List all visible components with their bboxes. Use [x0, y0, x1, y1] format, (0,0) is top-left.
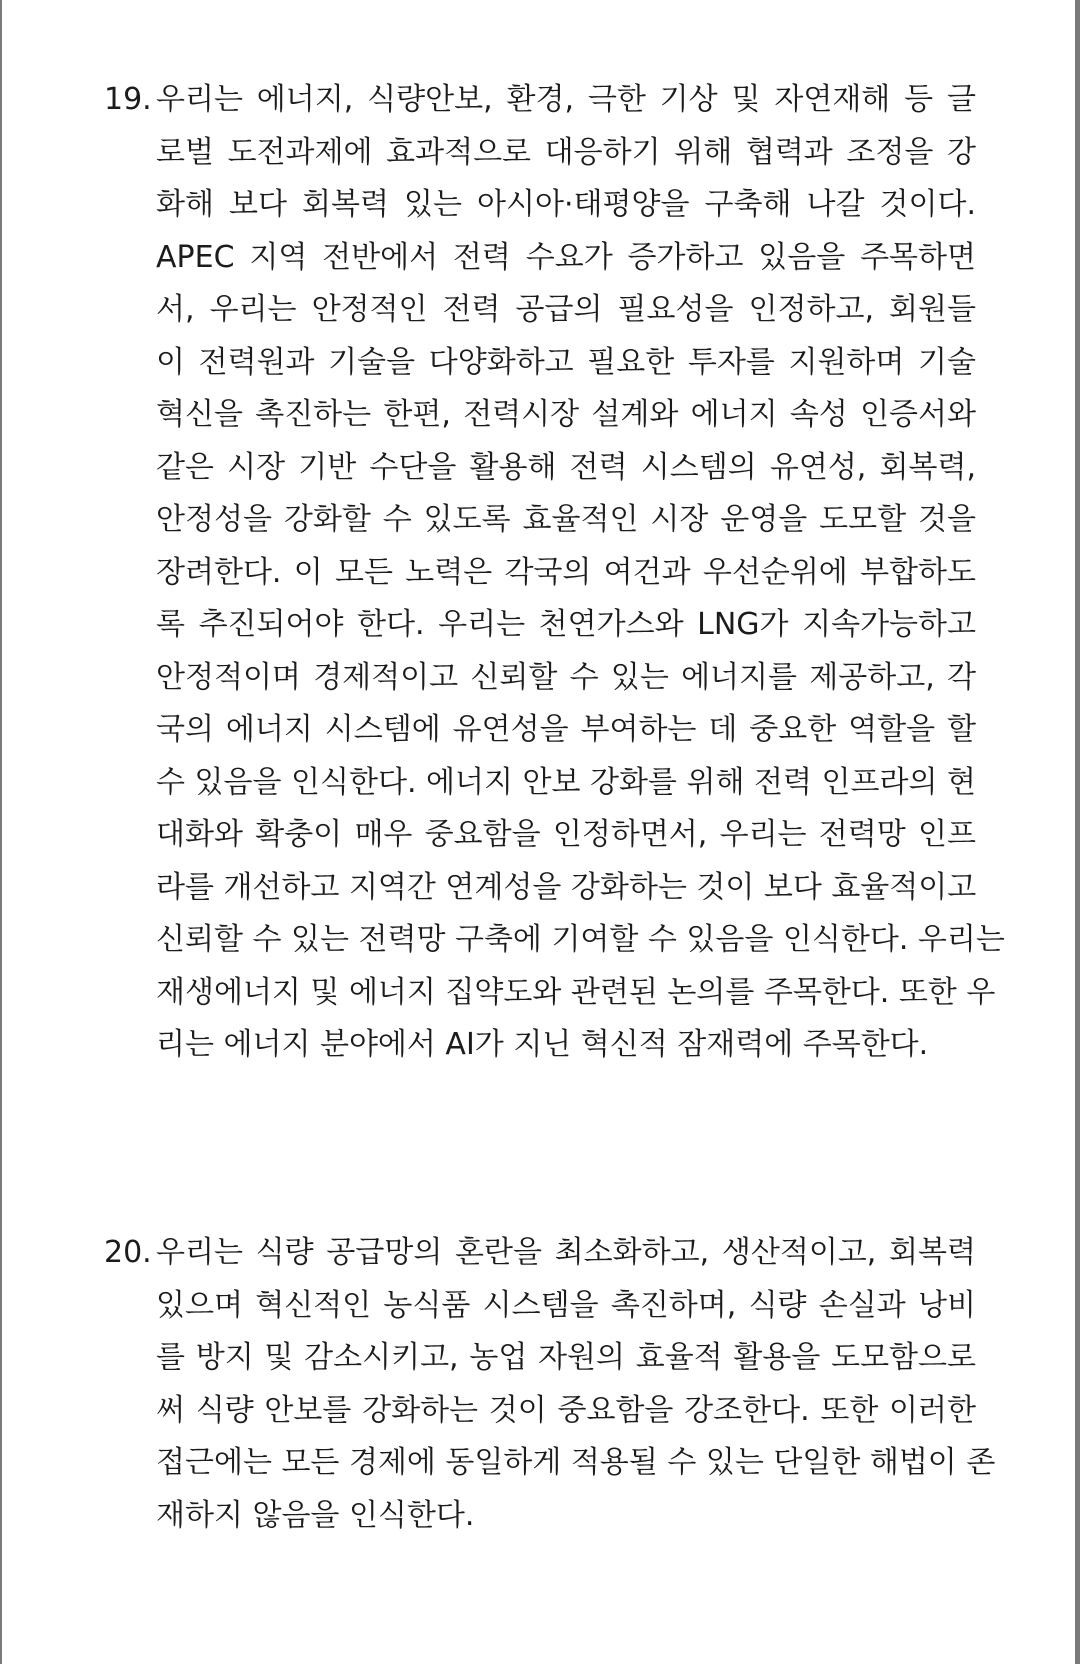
- paragraph-line: 장려한다. 이 모든 노력은 각국의 여건과 우선순위에 부합하도: [156, 554, 976, 590]
- paragraph-line: 서, 우리는 안정적인 전력 공급의 필요성을 인정하고, 회원들: [156, 292, 976, 327]
- paragraph-line: 안정성을 강화할 수 있도록 효율적인 시장 운영을 도모할 것을: [156, 502, 976, 537]
- paragraph-number: 20.: [104, 1235, 152, 1270]
- paragraph-line: 있으며 혁신적인 농식품 시스템을 촉진하며, 식량 손실과 낭비: [156, 1287, 976, 1323]
- paragraph-line: 우리는 식량 공급망의 혼란을 최소화하고, 생산적이고, 회복력: [156, 1235, 976, 1270]
- paragraph-line: 로벌 도전과제에 효과적으로 대응하기 위해 협력과 조정을 강: [156, 134, 976, 170]
- paragraph-line: 써 식량 안보를 강화하는 것이 중요함을 강조한다. 또한 이러한: [156, 1392, 976, 1428]
- paragraph-line: 안정적이며 경제적이고 신뢰할 수 있는 에너지를 제공하고, 각: [156, 659, 976, 695]
- paragraph-line: 신뢰할 수 있는 전력망 구축에 기여할 수 있음을 인식한다. 우리는: [156, 922, 1005, 957]
- paragraph-line: APEC 지역 전반에서 전력 수요가 증가하고 있음을 주목하면: [156, 239, 976, 275]
- paragraph-line: 록 추진되어야 한다. 우리는 천연가스와 LNG가 지속가능하고: [156, 607, 976, 642]
- paragraph-line: 이 전력원과 기술을 다양화하고 필요한 투자를 지원하며 기술: [156, 344, 976, 380]
- paragraph-line: 라를 개선하고 지역간 연계성을 강화하는 것이 보다 효율적이고: [156, 869, 977, 905]
- paragraph-20: [104, 1227, 996, 1542]
- paragraph-line: 국의 에너지 시스템에 유연성을 부여하는 데 중요한 역할을 할: [156, 712, 976, 747]
- paragraph-19: [104, 74, 1005, 1072]
- paragraph-line: 리는 에너지 분야에서 AI가 지닌 혁신적 잠재력에 주목한다.: [156, 1027, 929, 1062]
- paragraph-number: 19.: [104, 82, 152, 117]
- paragraph-line: 혁신을 촉진하는 한편, 전력시장 설계와 에너지 속성 인증서와: [156, 397, 976, 432]
- paragraph-line: 같은 시장 기반 수단을 활용해 전력 시스템의 유연성, 회복력,: [156, 449, 976, 485]
- paragraph-line: 수 있음을 인식한다. 에너지 안보 강화를 위해 전력 인프라의 현: [156, 764, 976, 800]
- paragraph-line: 대화와 확충이 매우 중요함을 인정하면서, 우리는 전력망 인프: [156, 817, 976, 852]
- paragraph-line: 접근에는 모든 경제에 동일하게 적용될 수 있는 단일한 해법이 존: [156, 1445, 996, 1480]
- paragraph-line: 우리는 에너지, 식량안보, 환경, 극한 기상 및 자연재해 등 글: [156, 82, 976, 117]
- paragraph-line: 를 방지 및 감소시키고, 농업 자원의 효율적 활용을 도모함으로: [156, 1340, 976, 1375]
- document-page: [2, 0, 1075, 1664]
- paragraph-line: 재생에너지 및 에너지 집약도와 관련된 논의를 주목한다. 또한 우: [156, 974, 996, 1010]
- paragraph-line: 재하지 않음을 인식한다.: [156, 1497, 475, 1533]
- paragraph-line: 화해 보다 회복력 있는 아시아·태평양을 구축해 나갈 것이다.: [156, 187, 976, 222]
